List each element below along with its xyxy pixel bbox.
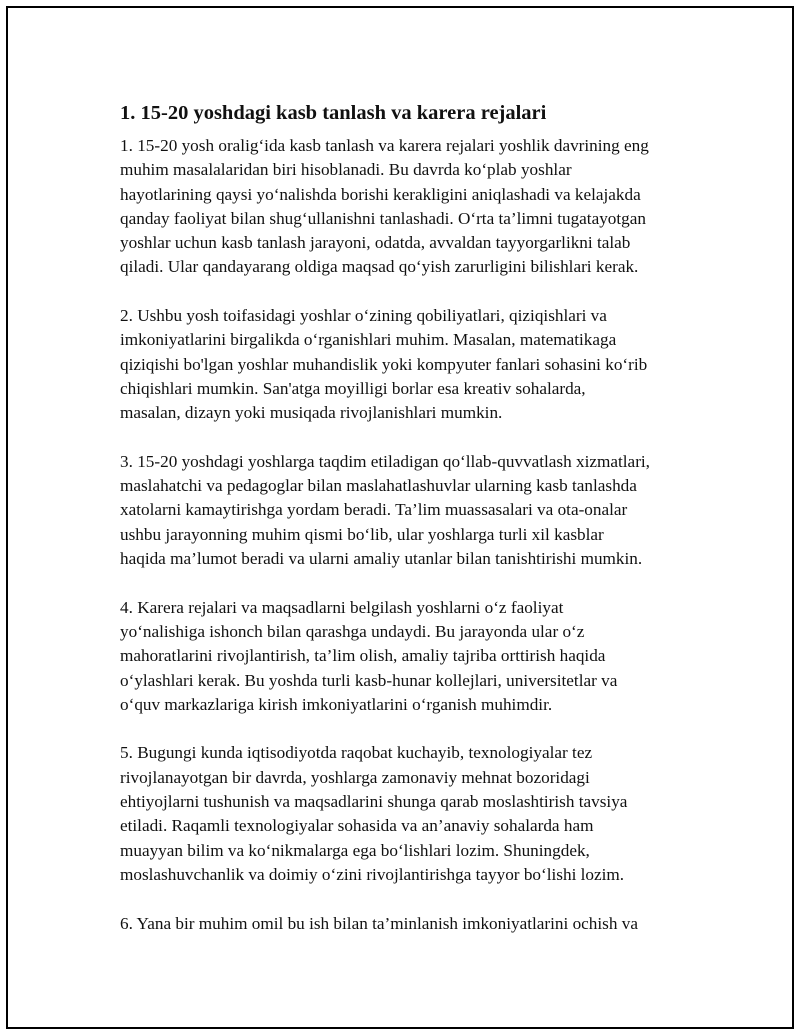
text-line: 2. Ushbu yosh toifasidagi yoshlar o‘zining qobiliyatlari, qiziqishlari va [120,306,607,326]
text-line: 3. 15-20 yoshdagi yoshlarga taqdim etiladigan qo‘llab-quvvatlash xizmatlari, [120,451,650,471]
document-body [120,100,705,960]
text-line: ehtiyojlarni tushunish va maqsadlarini shunga qarab moslashtirish tavsiya [120,792,628,812]
text-line: chiqishlari mumkin. San'atga moyilligi borlar esa kreativ sohalarda, [120,378,586,398]
text-line: o‘quv markazlariga kirish imkoniyatlarini o‘rganish muhimdir. [120,694,553,714]
paragraph-1 [120,134,705,280]
paragraph-3 [120,450,705,571]
text-line: haqida ma’lumot beradi va ularni amaliy utanlar bilan tanishtirishi mumkin. [120,549,643,569]
text-line: hayotlarining qaysi yo‘nalishda borishi kerakligini aniqlashadi va kelajakda [120,184,641,204]
text-line: maslahatchi va pedagoglar bilan maslahatlashuvlar ularning kasb tanlashda [120,476,637,496]
document-title: 1. 15-20 yoshdagi kasb tanlash va karera rejalari [120,102,547,124]
text-line: 5. Bugungi kunda iqtisodiyotda raqobat kuchayib, texnologiyalar tez [120,743,593,763]
text-line: muhim masalalaridan biri hisoblanadi. Bu davrda ko‘plab yoshlar [120,160,572,180]
text-line: ushbu jarayonning muhim qismi bo‘lib, ular yoshlarga turli xil kasblar [120,524,604,544]
text-line: imkoniyatlarini birgalikda o‘rganishlari muhim. Masalan, matematikaga [120,330,617,350]
text-line: etiladi. Raqamli texnologiyalar sohasida va an’anaviy sohalarda ham [120,816,594,836]
text-line: o‘ylashlari kerak. Bu yoshda turli kasb-hunar kollejlari, universitetlar va [120,670,618,690]
text-line: 1. 15-20 yosh oralig‘ida kasb tanlash va karera rejalari yoshlik davrining eng [120,136,649,155]
text-line: mahoratlarini rivojlantirish, ta’lim olish, amaliy tajriba orttirish haqida [120,646,606,666]
paragraph-4 [120,596,705,717]
paragraph-5 [120,741,705,887]
document-page [6,6,794,1029]
text-line: yoshlar uchun kasb tanlash jarayoni, odatda, avvaldan tayyorgarlikni talab [120,233,631,253]
text-line: masalan, dizayn yoki musiqada rivojlanishlari mumkin. [120,403,503,423]
text-line: 4. Karera rejalari va maqsadlarni belgilash yoshlarni o‘z faoliyat [120,597,564,617]
text-line: rivojlanayotgan bir davrda, yoshlarga zamonaviy mehnat bozoridagi [120,767,590,787]
text-line: moslashuvchanlik va doimiy o‘zini rivojlantirishga tayyor bo‘lishi lozim. [120,864,625,884]
paragraph-6 [120,912,705,936]
paragraph-2 [120,304,705,425]
text-line: 6. Yana bir muhim omil bu ish bilan ta’minlanish imkoniyatlarini ochish va [120,913,638,933]
text-line: qiladi. Ular qandayarang oldiga maqsad qo‘yish zarurligini bilishlari kerak. [120,257,639,277]
text-line: qanday faoliyat bilan shug‘ullanishni tanlashadi. O‘rta ta’limni tugatayotgan [120,208,646,228]
text-line: yo‘nalishiga ishonch bilan qarashga undaydi. Bu jarayonda ular o‘z [120,621,585,641]
text-line: xatolarni kamaytirishga yordam beradi. Ta’lim muassasalari va ota-onalar [120,500,628,520]
text-line: muayyan bilim va ko‘nikmalarga ega bo‘lishlari lozim. Shuningdek, [120,840,590,860]
text-line: qiziqishi bo'lgan yoshlar muhandislik yoki kompyuter fanlari sohasini ko‘rib [120,354,648,374]
